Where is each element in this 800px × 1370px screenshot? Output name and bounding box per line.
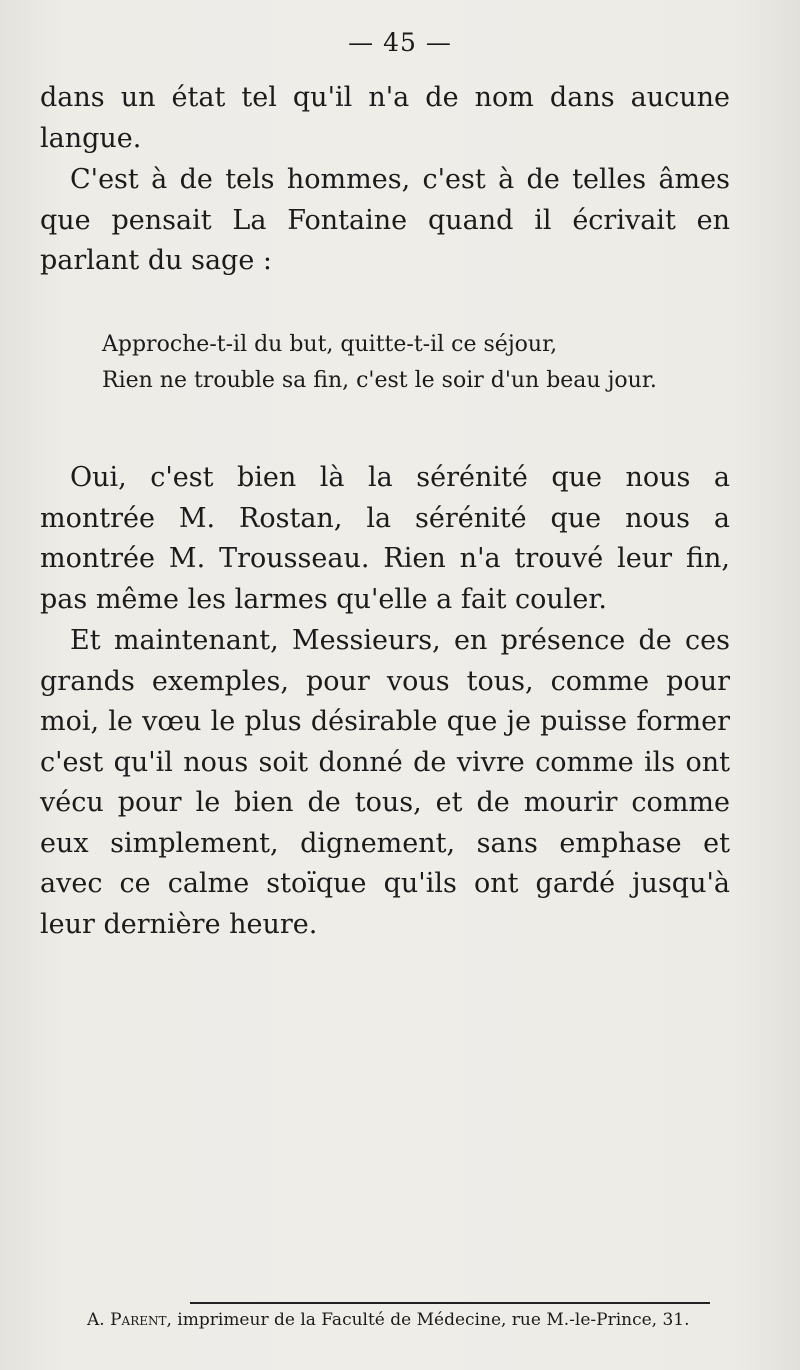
printer-imprint (87, 1310, 727, 1330)
paragraph-continued (40, 78, 730, 159)
paragraph-conclusion (40, 621, 730, 945)
paragraph-serenite (40, 458, 730, 620)
paragraph-text: Et maintenant, Messieurs, en présence de ces grands exemples, pour vous tous, comme pour moi, le vœu le plus désirable que je puisse former c'est qu'il nous soit donné de vivre comme ils ont vécu pour le bien de tous, et de mourir comme eux simplement, dignement, sans emphase et avec ce calme stoïque qu'ils ont gardé jusqu'à leur dernière heure. (40, 625, 730, 940)
page-number: — 45 — (348, 28, 452, 57)
verse-line: Approche-t-il du but, quitte-t-il ce séjour, (102, 332, 558, 357)
paragraph-text: C'est à de tels hommes, c'est à de telles âmes que pensait La Fontaine quand il écrivait en parlant du sage : (40, 164, 730, 276)
footer-rule (190, 1302, 710, 1304)
verse-quotation (102, 327, 722, 399)
verse-line: Rien ne trouble sa fin, c'est le soir d'un beau jour. (102, 368, 657, 393)
printer-address: imprimeur de la Faculté de Médecine, rue M.-le-Prince, 31. (171, 1310, 690, 1330)
paragraph-la-fontaine (40, 160, 730, 282)
printer-name: A. Parent, (87, 1310, 172, 1330)
paragraph-text: Oui, c'est bien là la sérénité que nous a montrée M. Rostan, la sérénité que nous a montrée M. Trousseau. Rien n'a trouvé leur fin, pas même les larmes qu'elle a fait couler. (40, 462, 730, 615)
paragraph-text: dans un état tel qu'il n'a de nom dans aucune langue. (40, 82, 730, 154)
